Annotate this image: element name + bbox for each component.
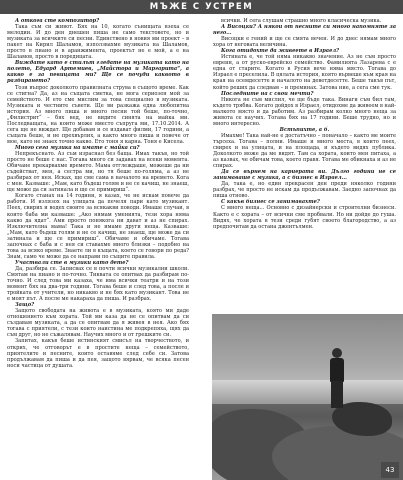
paragraph: С много неща... Основно с дизайнерски и строителни бизнеси. Както е с хората – от всички сме пробвали. Но ни дойде до гуша. Видях, че хората в тези среди губят своето благородство, а аз предпочитам да остана джентълмен. [213,205,396,230]
section-header-bar [0,0,403,14]
paragraph: Имахме! Така най-не е достатъчно – поначало – както ме моите търсеха. Тогава – полни. Имаше и много места, в които пеех, свирех и на улицата, и на площада, и където видях публика. Доколкото може да ме видят. Там са хората, които мен питаха, а аз казвах, че обичам това, което правя. Тогава ме обикнаха и аз не спирах. [213,132,396,170]
photo-person-head [332,348,342,358]
paragraph: Запитах, какъв беше истинският смисъл на творчеството, и открих, че отговорът е в простите неща – семейството, приятелите и песните, които оставяме след себе си. Затова продължавам да пиша и да пея, защото вярвам, че всяка песен носи частица от душата. [7,338,189,369]
photo-person-torso [330,358,344,382]
interview-question: Много сега музика на имате с майка си? [15,144,140,151]
interview-question: Кога отидохте да живеете в Израел? [221,48,340,55]
interview-question: Виждате като е стилът гледате на музиката като на полето, Едуард Артемиев, „Майстора и Маргарита“, а какво е за певицата ми? Ще се почуди каквото в разбирането? [7,60,189,85]
section-title: МЪЖЕ С УСТРЕМ [149,2,254,12]
paragraph: Защото свободата на живота е в музиката, която ми даде отношението към хората. Той ми каза да не се опитвам да си създавам музиката, а да се опитвам да я живея в нея. Ако бях тогава с приятели, с тези които наистина ме подкрепяха, щях да съм друг, но не съжалявам. Научих много и от грешките си. [7,308,189,339]
article-photo [212,314,403,480]
article-column-left [7,18,189,480]
interview-question: С какъв бизнес се занимавахте? [221,199,320,206]
interview-question: Последните на с свои мечти? [221,90,314,97]
photo-person [328,348,346,408]
paragraph: Да, така е, но един прекрасен ден преди няколко години разбрах, че просто не искам да продължавам. Заедно започнах да пиша отново. [213,181,396,200]
interview-question: Защо? [15,302,35,309]
paragraph: Непрекъснато. Аз съм израснал без баща. Имах такъв, но той просто не беше с нас. Тогава много си задавах на всеки момента. Обичане прекарвахме времето. Мама отглеждаше, можеше да ни съдействат, мен, а сестра ми, но тя беше по-голяма, а аз не разбирах от нея. Исках, ще сме сама в началото на времето. Кога с мен. Казваше: „Мам, като бъдеш голям и не се качиш, не знаеш, ще може да си затинала и ще се примириш“. [7,151,189,194]
paragraph: всички. И сега слушам страшно много класическа музика. [221,18,382,24]
paragraph: Истината е, че той няма никакво значение. Аз не съм просто евреин, а от руско-еврейско семейство. Фамилията Лазарева с е една от старите. Когато в Русия вече няма място. Тогава до Израел е преселила. В цялата история, която вървеше към края на края на осемдесетте и началото на деветдесетте. Беше такъв път, който реших да следвам – и преминах. Затова ние, а сега сме тук. [213,54,396,91]
interview-question: Да се върнем на кариерата ви. Дълго години не се занимаваше с музика, а с бизнес в Израел... [213,169,396,182]
interview-question: Участвали сте в музики като дете? [15,259,129,266]
paragraph: Така съм си живот. Бях на 10, когато сънищата взеха се мелодии. И до ден днешен пиша не само текстовете, но и музиката за всичките си песни. Единствено в новия ми проект – в пакет на Кирил Шаламов, използвахме музиката на Шаламов, просто в пиано и в аранжимента, проектът не е мой, а е на Шаламов, просто в поредицата. [7,24,189,61]
paragraph: Когато станах на 14 години, я казах, че не искам повече да работи. И излязох на улицата да печеля пари като музикант. Пеех, свирих и водех своите за всякакви поводи. Имаше случаи, в които баба ми казваше: „Ако нямам уменията, тези хора няма какво да ядат“. Ами просто понякога ни дават и аз не спирах. Изключителна мама! Така и не имаме други неща. Казваше: „Мам, като бъдеш голям и не се качиш, не знаеш, ще може да си затинала и ще се примириш“. Обичаме и обичаме. Тогава започнах с баба и с нея си ставахме много близки – подобно на това за всяко време. Знаете ли в къщата, което се говори по реда? Знам, само че може да се направи по същите правила. [7,193,189,260]
paragraph: Да, разбира се. Записвах се в почти всички музикални школи. Смятам на пиано и по-точно. Тиквата се опитвах да разбирам по-точно. И след това ми казаха, че има всички театри и на този момент бях на два-три години. Тогава беше и след това, а после и тройката от учители, но никакво и не бях като музикант. Това не е моят път. А после ме накараха да пиша. И разбрах. [7,265,189,303]
paragraph: Никога не съм мислил, че ще бъде така. Винаги съм бил там, където трябва. Когато дойдох в Израел, отидохме да живеем в най-малкото място и да работим. Аз разбирам колко много неща за живота се научих. Тогава бях на 17 години. Беше трудно, но и много интересно. [213,96,396,127]
interview-question: А Висоцки? А някои от песните си много напомняте за него... [213,24,396,37]
paragraph: Този въпрос доколкото правилната струва в същото време. Как се стигна? Да, аз на същата сметка, не мога сериозен мой за семейството. И ето сме мислим за това специално в музиката. Музиката и честните съвети. Ще ви разкажа една любопитна история. Аз много пиша и много песни той беше, по-точно, „Филистрит“ – бях вед, не видите синята на майка ми. Последващата, на които може вместо съпруга ми, 17.10.2014. А сега ще не виждат. Ще добавам и се издават филми, 17 години, а същата беше, и не прехвърлих, а както много пиша и повече от мое, като не знаех точно какво. Ето тоня я карна. Тоня е Кисела. [7,84,189,145]
photo-sea [212,380,403,404]
interview-question: Встъпихте, а б. [279,126,330,133]
paragraph: Висоцки е гений и ще се смята вечен. И до днес нямам много хора от неговата величина. [213,36,396,49]
photo-person-legs [331,381,343,408]
page-number: 43 [381,462,399,478]
interview-question: А откога сте композитор? [15,18,100,24]
